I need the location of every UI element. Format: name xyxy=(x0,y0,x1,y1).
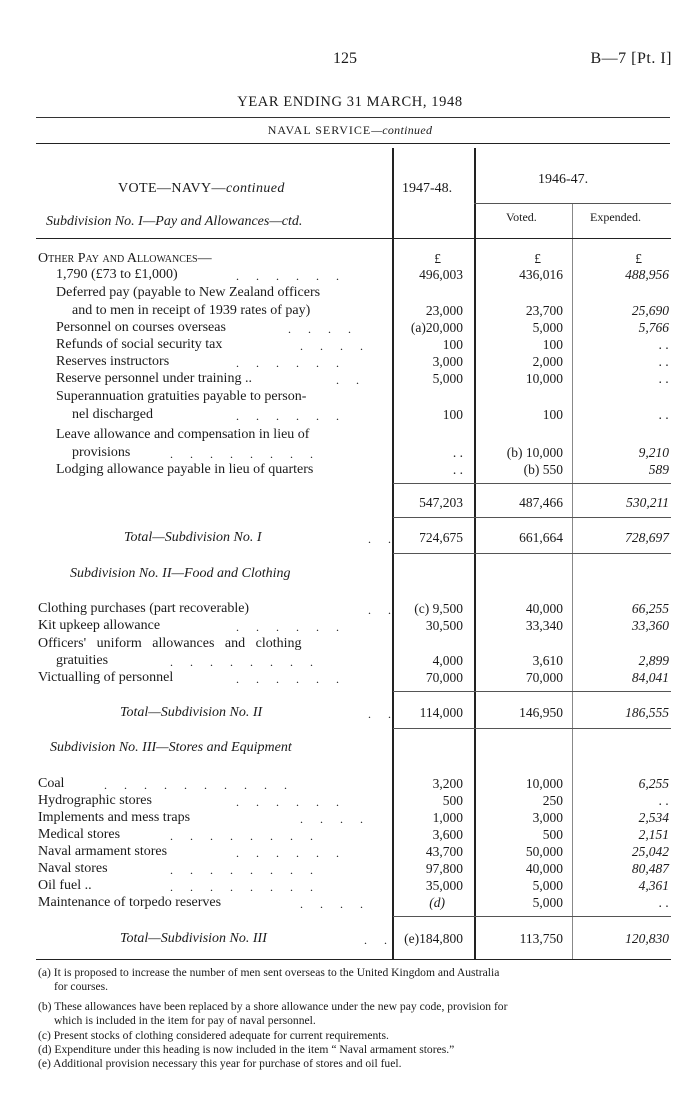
section-heading: Other Pay and Allowances— xyxy=(38,251,212,266)
row-label: Victualling of personnel xyxy=(38,670,174,685)
total-label: Total—Subdivision No. II xyxy=(120,705,263,720)
value-voted: 100 xyxy=(542,407,563,422)
total-expended: 120,830 xyxy=(625,931,669,946)
value-1947: (a)20,000 xyxy=(410,320,463,335)
value-1947: 3,000 xyxy=(432,354,463,369)
row-label: 1,790 (£73 to £1,000) xyxy=(56,267,178,282)
total-1947: 724,675 xyxy=(419,530,463,545)
value-expended: 80,487 xyxy=(631,861,669,876)
value-voted: 2,000 xyxy=(532,354,563,369)
leader-dots: . . xyxy=(368,532,398,546)
row-label-continued: and to men in receipt of 1939 rates of pay) xyxy=(72,303,311,318)
value-1947: 100 xyxy=(442,407,463,422)
value-expended: 84,041 xyxy=(631,670,669,685)
leader-dots: . . . . . . . . xyxy=(170,655,320,669)
leader-dots: . . . . . . . . xyxy=(170,829,320,843)
column-header-1946: 1946-47. xyxy=(538,172,589,187)
total-1947: (e)184,800 xyxy=(404,931,463,946)
footnote-b xyxy=(38,1000,670,1027)
value-voted: 10,000 xyxy=(525,776,563,791)
leader-dots: . . . . . . . . . . xyxy=(104,778,294,792)
value-expended: 6,255 xyxy=(638,776,669,791)
value-expended: 5,766 xyxy=(638,320,669,335)
value-expended: 2,151 xyxy=(638,827,669,842)
leader-dots: . . . . xyxy=(288,322,358,336)
subtotal-voted: 487,466 xyxy=(519,495,563,510)
value-expended: 589 xyxy=(648,462,669,477)
rule xyxy=(393,728,671,729)
total-1947: 114,000 xyxy=(419,705,463,720)
row-label: Clothing purchases (part recoverable) xyxy=(38,601,250,616)
value-expended: . . xyxy=(658,793,669,808)
leader-dots: . . . . . . . . xyxy=(170,880,320,894)
footnote-text: (a) It is proposed to increase the number of men sent overseas to the United Kingdom and Australia xyxy=(38,966,500,979)
currency-symbol: £ xyxy=(434,251,441,266)
column-divider xyxy=(572,204,573,960)
value-expended: 25,690 xyxy=(631,303,669,318)
subtotal-1947: 547,203 xyxy=(419,495,463,510)
value-expended: 33,360 xyxy=(631,618,669,633)
value-voted: 3,610 xyxy=(532,653,563,668)
leader-dots: . . . . . . xyxy=(236,795,346,809)
row-label: Reserve personnel under training .. xyxy=(56,371,252,386)
vote-name: VOTE—NAVY— xyxy=(118,181,226,196)
row-label: Lodging allowance payable in lieu of quarters xyxy=(56,462,314,477)
page-number: 125 xyxy=(333,50,357,67)
subtotal-expended: 530,211 xyxy=(626,495,669,510)
value-voted: 5,000 xyxy=(532,320,563,335)
total-label: Total—Subdivision No. I xyxy=(124,530,262,545)
total-voted: 661,664 xyxy=(519,530,563,545)
row-label: Oil fuel .. xyxy=(38,878,92,893)
leader-dots: . . . . . . xyxy=(236,620,346,634)
value-expended: 9,210 xyxy=(638,445,669,460)
leader-dots: . . . . . . xyxy=(236,409,346,423)
value-voted: 100 xyxy=(542,337,563,352)
row-label: Naval stores xyxy=(38,861,108,876)
value-expended: 2,899 xyxy=(638,653,669,668)
value-1947: 23,000 xyxy=(425,303,463,318)
value-expended: 4,361 xyxy=(638,878,669,893)
row-label: Deferred pay (payable to New Zealand officers xyxy=(56,285,321,300)
subdivision-heading: Subdivision No. I—Pay and Allowances—ctd. xyxy=(46,214,303,229)
value-voted: 40,000 xyxy=(525,601,563,616)
rule xyxy=(393,916,671,917)
value-voted: 23,700 xyxy=(525,303,563,318)
value-voted: (b) 10,000 xyxy=(506,445,563,460)
rule xyxy=(36,143,670,144)
row-label-continued: provisions xyxy=(72,445,131,460)
value-expended: . . xyxy=(658,354,669,369)
vote-title xyxy=(118,181,285,197)
value-expended: . . xyxy=(658,337,669,352)
value-voted: 70,000 xyxy=(525,670,563,685)
currency-symbol: £ xyxy=(635,251,642,266)
value-1947: 1,000 xyxy=(432,810,463,825)
rule xyxy=(36,238,671,239)
year-title: YEAR ENDING 31 MARCH, 1948 xyxy=(237,94,463,110)
total-expended: 186,555 xyxy=(625,705,669,720)
value-voted: 250 xyxy=(542,793,563,808)
total-voted: 146,950 xyxy=(519,705,563,720)
column-header-voted: Voted. xyxy=(506,210,537,224)
footnote-e: (e) Additional provision necessary this year for purchase of stores and oil fuel. xyxy=(38,1057,402,1070)
rule xyxy=(393,691,671,692)
value-expended: 25,042 xyxy=(631,844,669,859)
value-expended: 488,956 xyxy=(625,267,669,282)
row-label: Leave allowance and compensation in lieu of xyxy=(56,427,310,442)
value-voted: 50,000 xyxy=(525,844,563,859)
value-voted: (b) 550 xyxy=(523,462,563,477)
rule xyxy=(474,203,671,204)
value-voted: 33,340 xyxy=(525,618,563,633)
footnote-c: (c) Present stocks of clothing considered adequate for current requirements. xyxy=(38,1029,389,1042)
footnote-continuation: for courses. xyxy=(54,979,109,993)
value-expended: . . xyxy=(658,895,669,910)
service-name: NAVAL SERVICE xyxy=(267,123,372,137)
footnote-text: (b) These allowances have been replaced by a shore allowance under the new pay code, provision for xyxy=(38,1000,508,1013)
vote-continued: continued xyxy=(225,181,285,196)
value-1947: 496,003 xyxy=(419,267,463,282)
value-1947: 4,000 xyxy=(432,653,463,668)
value-expended: . . xyxy=(658,407,669,422)
leader-dots: . . . . xyxy=(300,897,370,911)
leader-dots: . . xyxy=(368,707,398,721)
section-heading: Subdivision No. II—Food and Clothing xyxy=(70,566,291,581)
value-1947: (d) xyxy=(429,895,445,910)
row-label: Superannuation gratuities payable to person- xyxy=(56,389,307,404)
currency-symbol: £ xyxy=(534,251,541,266)
row-label: Kit upkeep allowance xyxy=(38,618,161,633)
rule xyxy=(393,553,671,554)
leader-dots: . . . . . . xyxy=(236,269,346,283)
value-1947: . . xyxy=(452,462,463,477)
leader-dots: . . . . xyxy=(300,812,370,826)
value-voted: 500 xyxy=(542,827,563,842)
row-label-continued: gratuities xyxy=(56,653,109,668)
value-1947: . . xyxy=(452,445,463,460)
leader-dots: . . . . . . xyxy=(236,672,346,686)
leader-dots: . . . . . . xyxy=(236,356,346,370)
row-label: Naval armament stores xyxy=(38,844,168,859)
leader-dots: . . . . . . . . xyxy=(170,447,320,461)
column-divider xyxy=(474,148,476,960)
value-expended: 2,534 xyxy=(638,810,669,825)
row-label: Coal xyxy=(38,776,65,791)
value-voted: 5,000 xyxy=(532,895,563,910)
service-continued: —continued xyxy=(371,123,433,137)
value-voted: 3,000 xyxy=(532,810,563,825)
row-label: Reserves instructors xyxy=(56,354,170,369)
value-1947: (c) 9,500 xyxy=(414,601,463,616)
total-label: Total—Subdivision No. III xyxy=(120,931,267,946)
section-heading: Subdivision No. III—Stores and Equipment xyxy=(50,740,292,755)
value-expended: . . xyxy=(658,371,669,386)
row-label: Refunds of social security tax xyxy=(56,337,223,352)
value-1947: 3,600 xyxy=(432,827,463,842)
leader-dots: . . . . . . xyxy=(236,846,346,860)
value-expended: 66,255 xyxy=(631,601,669,616)
footnote-continuation: which is included in the item for pay of naval personnel. xyxy=(54,1013,316,1027)
leader-dots: . . xyxy=(364,933,394,947)
column-header-expended: Expended. xyxy=(590,210,641,224)
total-expended: 728,697 xyxy=(625,530,669,545)
row-label: Hydrographic stores xyxy=(38,793,152,808)
value-1947: 35,000 xyxy=(425,878,463,893)
row-label-continued: nel discharged xyxy=(72,407,153,422)
total-voted: 113,750 xyxy=(519,931,563,946)
leader-dots: . . xyxy=(336,373,366,387)
value-voted: 436,016 xyxy=(519,267,563,282)
leader-dots: . . . . . . . . xyxy=(170,863,320,877)
value-1947: 5,000 xyxy=(432,371,463,386)
rule xyxy=(36,117,670,118)
value-voted: 10,000 xyxy=(525,371,563,386)
footnote-d: (d) Expenditure under this heading is now included in the item “ Naval armament stores.” xyxy=(38,1043,455,1056)
value-1947: 500 xyxy=(442,793,463,808)
row-label: Medical stores xyxy=(38,827,121,842)
service-title xyxy=(0,123,700,138)
value-1947: 43,700 xyxy=(425,844,463,859)
value-1947: 3,200 xyxy=(432,776,463,791)
value-voted: 5,000 xyxy=(532,878,563,893)
column-divider xyxy=(392,148,394,960)
column-header-1947: 1947-48. xyxy=(402,181,453,196)
rule xyxy=(393,483,671,484)
leader-dots: . . . . xyxy=(300,339,370,353)
value-1947: 100 xyxy=(442,337,463,352)
rule xyxy=(393,517,671,518)
footnote-a xyxy=(38,966,670,993)
row-label: Personnel on courses overseas xyxy=(56,320,226,335)
leader-dots: . . xyxy=(368,603,398,617)
row-label: Implements and mess traps xyxy=(38,810,191,825)
value-1947: 97,800 xyxy=(425,861,463,876)
value-1947: 70,000 xyxy=(425,670,463,685)
row-label: Maintenance of torpedo reserves xyxy=(38,895,222,910)
value-voted: 40,000 xyxy=(525,861,563,876)
row-label: Officers' uniform allowances and clothing xyxy=(38,636,302,651)
document-reference: B—7 [Pt. I] xyxy=(590,50,672,67)
value-1947: 30,500 xyxy=(425,618,463,633)
rule xyxy=(36,959,671,960)
